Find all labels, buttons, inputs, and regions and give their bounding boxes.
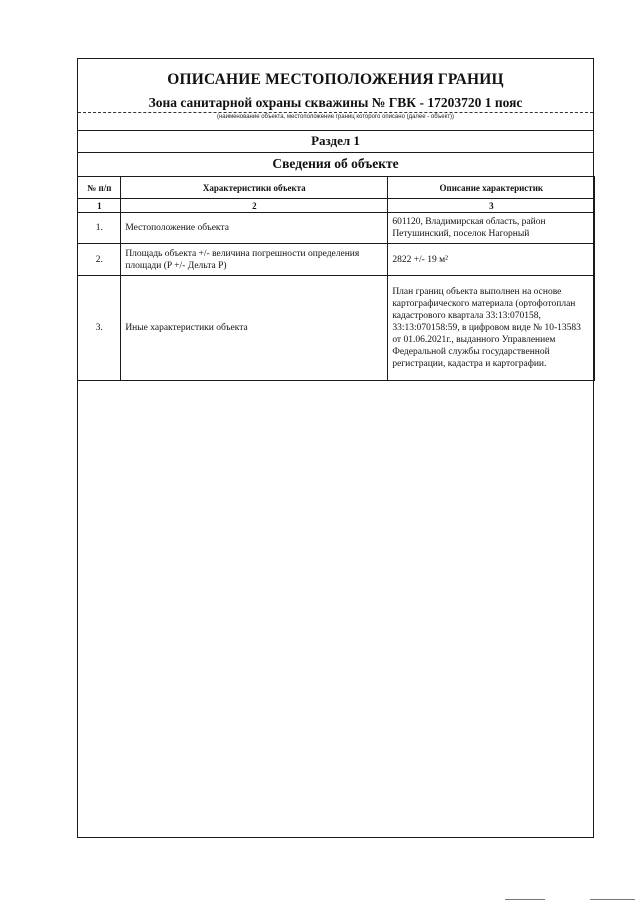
row-characteristic: Иные характеристики объекта [121,276,388,381]
column-number-1: 1 [78,199,121,213]
subtitle-caption: (наименование объекта, местоположение границ которого описано (далее - объект)) [216,114,455,120]
column-number-3: 3 [388,199,595,213]
scan-mark-left [505,899,545,900]
section-heading: Сведения об объекте [78,152,593,176]
object-info-table [77,176,595,381]
table-row [78,213,595,244]
row-description: 601120, Владимирская область, район Петушинский, поселок Нагорный [388,213,595,244]
document-subtitle: Зона санитарной охраны скважины № ГВК - 17203720 1 пояс [148,95,523,110]
scan-mark-right [590,899,635,900]
row-description: 2822 +/- 19 м² [388,244,595,276]
section-label: Раздел 1 [78,130,593,152]
column-number-2: 2 [121,199,388,213]
table-header-row [78,177,595,199]
row-characteristic: Местоположение объекта [121,213,388,244]
column-number-row [78,199,595,213]
row-characteristic: Площадь объекта +/- величина погрешности определения площади (P +/- Дельта P) [121,244,388,276]
column-header-number: № п/п [78,177,121,199]
row-number: 3. [78,276,121,381]
column-header-characteristic: Характеристики объекта [121,177,388,199]
document-title: ОПИСАНИЕ МЕСТОПОЛОЖЕНИЯ ГРАНИЦ [167,71,504,88]
column-header-description: Описание характеристик [388,177,595,199]
table-row [78,276,595,381]
table-row [78,244,595,276]
row-number: 1. [78,213,121,244]
document-frame [77,58,594,838]
subtitle-underline [78,112,593,113]
row-description: План границ объекта выполнен на основе картографического материала (ортофотоплан кадастрового квартала 33:13:070158, 33:13:070158:59, в цифровом виде № 10-13583 от 01.06.2021г., выданного Управлением Федеральной службы государственной регистрации, кадастра и картографии. [388,276,595,381]
row-number: 2. [78,244,121,276]
